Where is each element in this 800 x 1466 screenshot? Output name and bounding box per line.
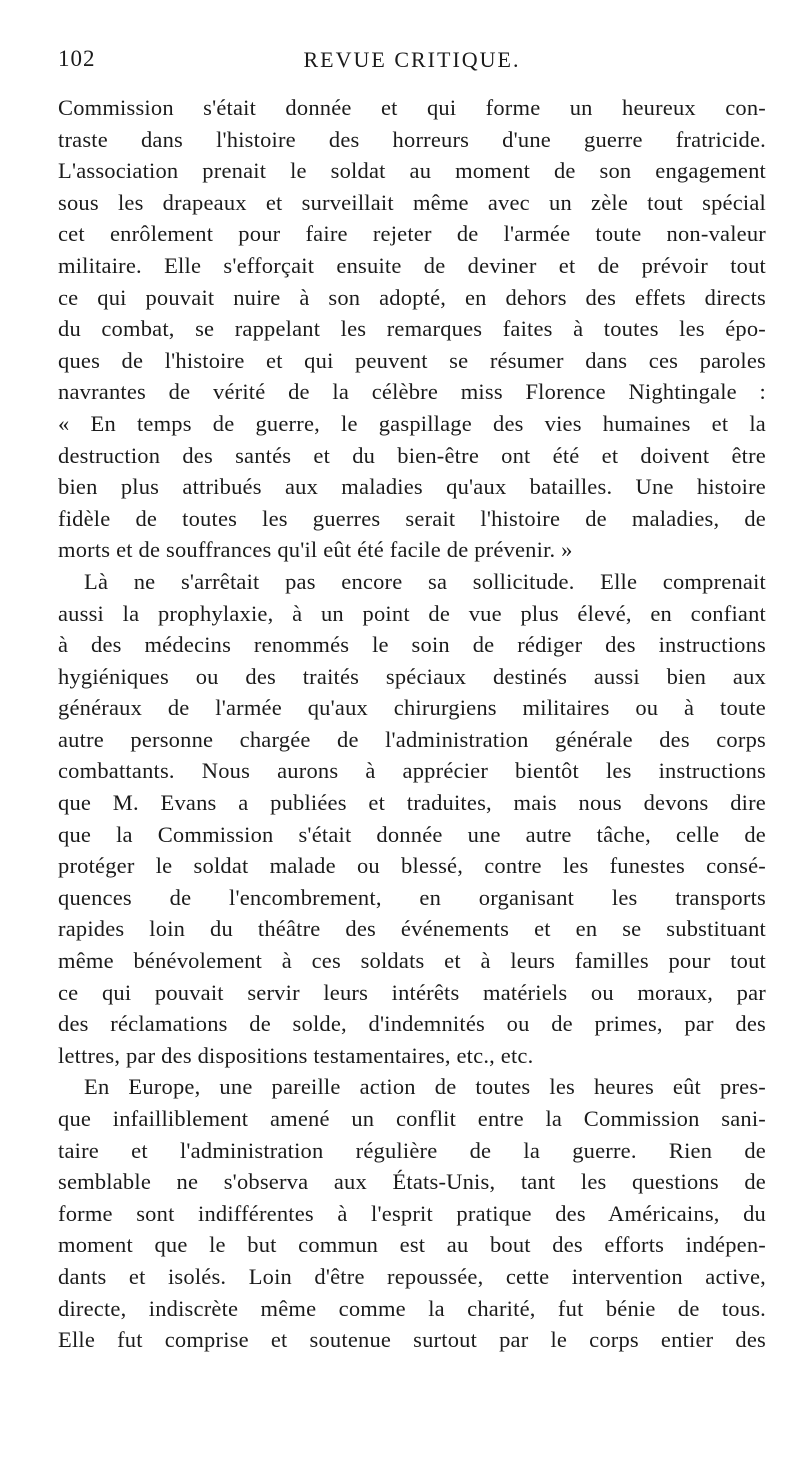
text-line: lettres, par des dispositions testamentaires, etc., etc. — [58, 1042, 534, 1068]
text-line: généraux de l'armée qu'aux chirurgiens militaires ou à toute — [58, 695, 766, 721]
text-line: directe, indiscrète même comme la charité, fut bénie de tous. — [58, 1295, 766, 1321]
text-line: que infailliblement amené un conflit entre la Commission sani- — [58, 1106, 766, 1131]
text-line: du combat, se rappelant les remarques faites à toutes les épo- — [58, 316, 766, 342]
paragraph-first-line: Là ne s'arrêtait pas encore sa sollicitude. Elle comprenait — [84, 568, 766, 594]
text-line: sous les drapeaux et surveillait même avec un zèle tout spécial — [58, 189, 766, 215]
body-text — [58, 92, 766, 1356]
text-line: fidèle de toutes les guerres serait l'histoire de maladies, de — [58, 505, 766, 531]
text-line: destruction des santés et du bien-être ont été et doivent être — [58, 442, 766, 468]
page-header — [58, 46, 766, 76]
text-line: ce qui pouvait servir leurs intérêts matériels ou moraux, par — [58, 979, 766, 1005]
text-line: morts et de souffrances qu'il eût été facile de prévenir. » — [58, 537, 573, 563]
text-line: dants et isolés. Loin d'être repoussée, cette intervention active, — [58, 1263, 766, 1289]
text-line: cet enrôlement pour faire rejeter de l'armée toute non-valeur — [58, 221, 766, 247]
text-line: hygiéniques ou des traités spéciaux destinés aussi bien aux — [58, 663, 766, 689]
text-line: que M. Evans a publiées et traduites, mais nous devons dire — [58, 790, 766, 816]
text-line: bien plus attribués aux maladies qu'aux batailles. Une histoire — [58, 474, 766, 500]
text-line: protéger le soldat malade ou blessé, contre les funestes consé- — [58, 853, 766, 879]
running-title: REVUE CRITIQUE. — [303, 47, 521, 72]
text-line: ques de l'histoire et qui peuvent se résumer dans ces paroles — [58, 347, 766, 373]
text-line: que la Commission s'était donnée une autre tâche, celle de — [58, 821, 766, 847]
text-line: quences de l'encombrement, en organisant les transports — [58, 884, 766, 910]
text-line: Commission s'était donnée et qui forme un heureux con- — [58, 95, 766, 120]
text-line: moment que le but commun est au bout des efforts indépen- — [58, 1232, 766, 1258]
text-line: rapides loin du théâtre des événements et en se substituant — [58, 916, 766, 942]
text-line: même bénévolement à ces soldats et à leurs familles pour tout — [58, 948, 766, 974]
paragraph-first-line: En Europe, une pareille action de toutes les heures eût pres- — [84, 1074, 766, 1100]
text-line: traste dans l'histoire des horreurs d'une guerre fratricide. — [58, 126, 766, 152]
text-line: « En temps de guerre, le gaspillage des vies humaines et la — [58, 410, 766, 436]
text-line: semblable ne s'observa aux États-Unis, tant les questions de — [58, 1169, 766, 1195]
text-line: combattants. Nous aurons à apprécier bientôt les instructions — [58, 758, 766, 784]
text-line: militaire. Elle s'efforçait ensuite de deviner et de prévoir tout — [58, 252, 766, 278]
text-line: autre personne chargée de l'administration générale des corps — [58, 726, 766, 752]
text-line: L'association prenait le soldat au moment de son engagement — [58, 158, 766, 184]
text-line: à des médecins renommés le soin de rédiger des instructions — [58, 632, 766, 658]
page-number: 102 — [58, 46, 96, 71]
text-line: Elle fut comprise et soutenue surtout par le corps entier des — [58, 1327, 766, 1353]
text-line: navrantes de vérité de la célèbre miss Florence Nightingale : — [58, 379, 766, 405]
text-line: ce qui pouvait nuire à son adopté, en dehors des effets directs — [58, 284, 766, 310]
text-line: aussi la prophylaxie, à un point de vue plus élevé, en confiant — [58, 600, 766, 626]
text-line: des réclamations de solde, d'indemnités ou de primes, par des — [58, 1011, 766, 1037]
text-line: taire et l'administration régulière de la guerre. Rien de — [58, 1137, 766, 1163]
text-line: forme sont indifférentes à l'esprit pratique des Américains, du — [58, 1200, 766, 1226]
